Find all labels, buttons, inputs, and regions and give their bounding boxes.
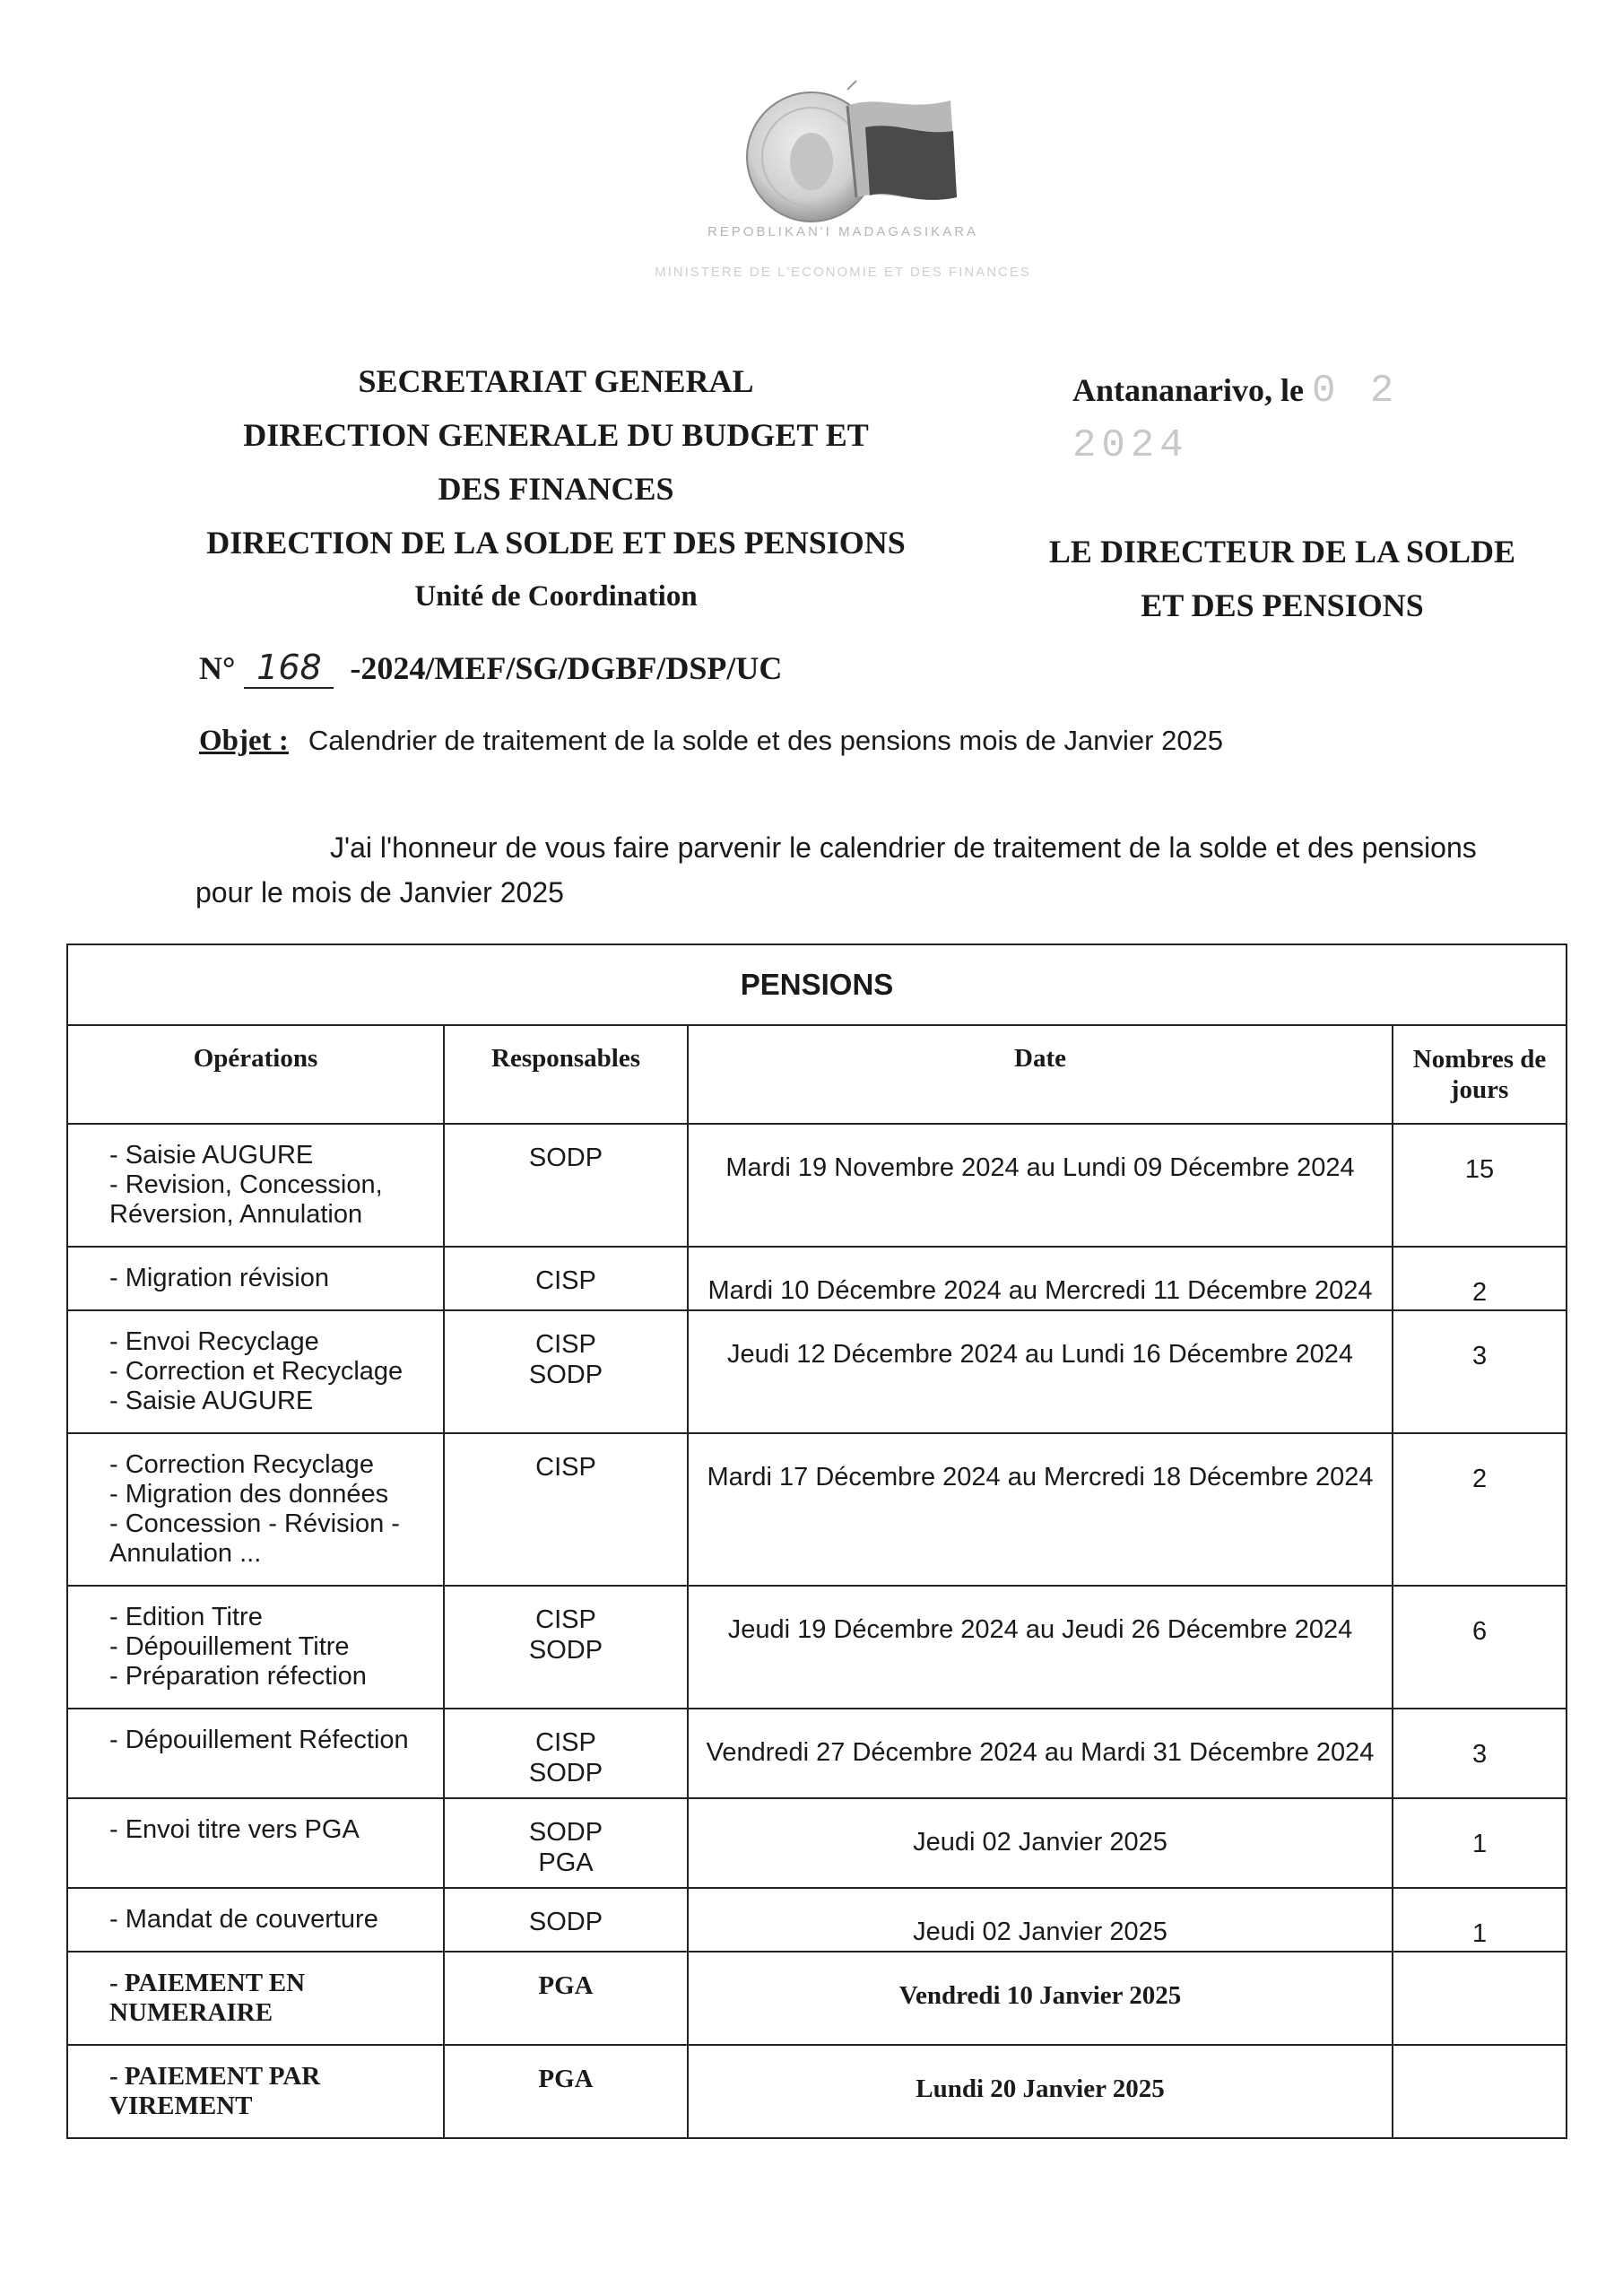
- subject-text: Calendrier de traitement de la solde et des pensions mois de Janvier 2025: [308, 725, 1224, 756]
- subject-line: [199, 725, 1223, 758]
- subject-label: Objet :: [199, 725, 289, 757]
- operations-cell: [67, 1247, 444, 1310]
- date-cell: Jeudi 12 Décembre 2024 au Lundi 16 Décembre 2024: [688, 1310, 1393, 1433]
- responsable-item: CISP: [535, 1728, 596, 1757]
- emblem-caption: REPOBLIKAN'I MADAGASIKARA: [707, 224, 979, 239]
- table-body: [67, 1124, 1567, 2138]
- date-cell: Mardi 19 Novembre 2024 au Lundi 09 Décembre 2024: [688, 1124, 1393, 1247]
- table-row: [67, 1709, 1567, 1798]
- days-cell: 6: [1393, 1586, 1567, 1709]
- operations-cell: [67, 1310, 444, 1433]
- table-row: [67, 1888, 1567, 1952]
- responsables-cell: [444, 1586, 688, 1709]
- responsable-item: PGA: [538, 1848, 594, 1877]
- operation-item: - Envoi titre vers PGA: [109, 1815, 360, 1844]
- responsable-item: SODP: [528, 1759, 603, 1787]
- table-row: [67, 1247, 1567, 1310]
- responsables-cell: [444, 1798, 688, 1888]
- operation-item: Réversion, Annulation: [109, 1200, 363, 1229]
- issuer-line-4: DIRECTION DE LA SOLDE ET DES PENSIONS: [206, 525, 906, 561]
- responsables-cell: [444, 1310, 688, 1433]
- responsables-cell: [444, 1952, 688, 2045]
- reference-prefix: N°: [199, 650, 236, 686]
- date-cell: Jeudi 02 Janvier 2025: [688, 1888, 1393, 1952]
- operation-item: - Edition Titre: [109, 1603, 263, 1631]
- issuer-line-5: Unité de Coordination: [414, 580, 698, 613]
- responsable-item: CISP: [535, 1266, 596, 1295]
- date-cell: Mardi 10 Décembre 2024 au Mercredi 11 Décembre 2024: [688, 1247, 1393, 1310]
- pensions-schedule-table: [66, 944, 1567, 2139]
- operation-item: - Dépouillement Titre: [109, 1632, 350, 1661]
- responsable-item: PGA: [538, 1971, 594, 2000]
- responsable-item: CISP: [535, 1330, 596, 1359]
- table-row: [67, 1124, 1567, 1247]
- days-cell: 2: [1393, 1433, 1567, 1586]
- date-cell: Lundi 20 Janvier 2025: [688, 2045, 1393, 2138]
- responsable-item: CISP: [535, 1605, 596, 1634]
- responsable-item: SODP: [528, 1636, 603, 1665]
- operations-cell: [67, 1124, 444, 1247]
- responsable-item: SODP: [528, 1818, 603, 1847]
- responsable-item: PGA: [538, 2065, 594, 2093]
- responsable-item: SODP: [528, 1361, 603, 1389]
- operation-item: - Mandat de couverture: [109, 1905, 378, 1934]
- operation-item: VIREMENT: [109, 2092, 253, 2120]
- operation-item: - Saisie AUGURE: [109, 1141, 314, 1170]
- intro-paragraph: J'ai l'honneur de vous faire parvenir le calendrier de traitement de la solde et des pensions pour le mois de Janvier 2025: [195, 831, 1477, 909]
- operations-cell: [67, 1586, 444, 1709]
- issuer-header: [143, 354, 968, 623]
- date-cell: Vendredi 27 Décembre 2024 au Mardi 31 Décembre 2024: [688, 1709, 1393, 1798]
- table-row: [67, 1798, 1567, 1888]
- date-cell: Vendredi 10 Janvier 2025: [688, 1952, 1393, 2045]
- operations-cell: [67, 1798, 444, 1888]
- header-nombre-jours: Nombres de jours: [1393, 1025, 1567, 1124]
- emblem-seal: [722, 63, 964, 233]
- reference-handwritten-number: 168: [244, 648, 334, 689]
- table-row: [67, 1433, 1567, 1586]
- operations-cell: [67, 1888, 444, 1952]
- days-cell: [1393, 1952, 1567, 2045]
- days-cell: 3: [1393, 1310, 1567, 1433]
- header-responsables: Responsables: [444, 1025, 688, 1124]
- days-cell: 3: [1393, 1709, 1567, 1798]
- operation-item: - Envoi Recyclage: [109, 1327, 319, 1356]
- operation-item: NUMERAIRE: [109, 1998, 273, 2027]
- days-cell: [1393, 2045, 1567, 2138]
- operations-cell: [67, 1433, 444, 1586]
- place-date-line: [1031, 363, 1533, 473]
- responsables-cell: [444, 1888, 688, 1952]
- responsable-item: CISP: [535, 1453, 596, 1482]
- issuer-line-3: DES FINANCES: [438, 471, 674, 507]
- operations-cell: [67, 1709, 444, 1798]
- date-cell: Jeudi 02 Janvier 2025: [688, 1798, 1393, 1888]
- operation-item: - Dépouillement Réfection: [109, 1726, 409, 1754]
- operation-item: - Migration révision: [109, 1264, 329, 1292]
- operation-item: - Saisie AUGURE: [109, 1387, 314, 1415]
- table-row: [67, 1952, 1567, 2045]
- responsables-cell: [444, 2045, 688, 2138]
- operation-item: - Migration des données: [109, 1480, 389, 1509]
- responsables-cell: [444, 1709, 688, 1798]
- days-cell: 15: [1393, 1124, 1567, 1247]
- recipient-header: [1031, 363, 1533, 632]
- operations-cell: [67, 1952, 444, 2045]
- operations-cell: [67, 2045, 444, 2138]
- operation-item: - Revision, Concession,: [109, 1170, 383, 1199]
- operation-item: - Correction Recyclage: [109, 1450, 374, 1479]
- responsable-item: SODP: [528, 1144, 603, 1172]
- table-row: [67, 1310, 1567, 1433]
- operation-item: - Correction et Recyclage: [109, 1357, 404, 1386]
- issuer-line-2: DIRECTION GENERALE DU BUDGET ET: [243, 417, 869, 453]
- date-stamp: 0 2 2024: [1072, 369, 1400, 468]
- responsable-item: SODP: [528, 1908, 603, 1936]
- days-cell: 1: [1393, 1798, 1567, 1888]
- operation-item: - PAIEMENT EN: [109, 1969, 306, 1997]
- operation-item: - Concession - Révision -: [109, 1509, 400, 1538]
- reference-suffix: -2024/MEF/SG/DGBF/DSP/UC: [350, 650, 783, 686]
- responsables-cell: [444, 1433, 688, 1586]
- table-caption: PENSIONS: [67, 944, 1567, 1025]
- operation-item: - Préparation réfection: [109, 1662, 367, 1691]
- days-cell: 2: [1393, 1247, 1567, 1310]
- responsables-cell: [444, 1247, 688, 1310]
- emblem-caption-ministry: MINISTERE DE L'ECONOMIE ET DES FINANCES: [655, 265, 1031, 280]
- director-title-1: LE DIRECTEUR DE LA SOLDE: [1048, 534, 1516, 570]
- reference-number: [199, 648, 782, 689]
- operation-item: Annulation ...: [109, 1539, 262, 1568]
- responsables-cell: [444, 1124, 688, 1247]
- days-cell: 1: [1393, 1888, 1567, 1952]
- table-row: [67, 2045, 1567, 2138]
- director-title-2: ET DES PENSIONS: [1141, 587, 1424, 623]
- operation-item: - PAIEMENT PAR: [109, 2062, 321, 2091]
- place-label: Antananarivo, le: [1072, 372, 1305, 408]
- header-operations: Opérations: [67, 1025, 444, 1124]
- table-row: [67, 1586, 1567, 1709]
- issuer-line-1: SECRETARIAT GENERAL: [358, 363, 754, 399]
- header-date: Date: [688, 1025, 1393, 1124]
- date-cell: Mardi 17 Décembre 2024 au Mercredi 18 Décembre 2024: [688, 1433, 1393, 1586]
- date-cell: Jeudi 19 Décembre 2024 au Jeudi 26 Décembre 2024: [688, 1586, 1393, 1709]
